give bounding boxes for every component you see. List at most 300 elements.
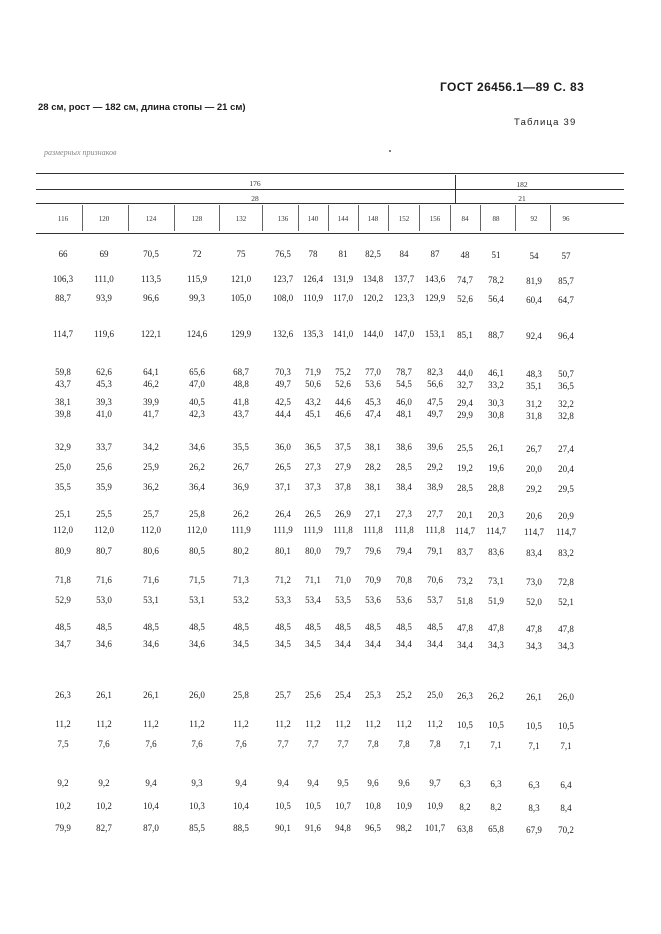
table-cell: 8,2	[490, 802, 502, 813]
table-cell: 79,4	[396, 546, 412, 556]
table-cell: 32,8	[558, 411, 574, 422]
table-cell: 7,8	[429, 739, 441, 749]
table-cell: 53,6	[365, 379, 381, 389]
table-cell: 30,8	[488, 410, 504, 421]
table-cell: 25,1	[55, 509, 71, 519]
table-cell: 65,8	[488, 824, 504, 835]
table-cell: 10,5	[457, 719, 473, 730]
table-cell: 47,4	[365, 409, 381, 419]
table-cell: 38,1	[365, 482, 381, 492]
table-cell: 28,5	[457, 482, 473, 493]
table-cell: 66	[58, 249, 68, 259]
table-cell: 48,8	[233, 379, 249, 389]
table-cell: 110,9	[303, 293, 323, 303]
table-cell: 48,5	[143, 622, 159, 632]
table-cell: 53,3	[275, 595, 291, 605]
table-cell: 39,9	[143, 397, 159, 407]
table-cell: 34,4	[396, 639, 412, 649]
table-cell: 10,3	[189, 801, 205, 811]
table-cell: 80,2	[233, 546, 249, 556]
table-cell: 37,8	[335, 482, 351, 492]
table-row	[0, 481, 661, 493]
document-title: ГОСТ 26456.1—89 С. 83	[440, 80, 585, 94]
table-cell: 73,2	[457, 575, 473, 586]
table-cell: 36,5	[558, 381, 574, 392]
table-cell: 7,7	[337, 739, 349, 749]
table-cell: 33,7	[96, 442, 112, 452]
table-cell: 114,7	[486, 526, 506, 537]
table-cell: 7,1	[560, 741, 572, 752]
group-foot-21: 21	[518, 194, 526, 203]
table-cell: 85,1	[457, 329, 473, 340]
table-cell: 80,0	[305, 546, 321, 556]
table-cell: 131,9	[332, 274, 354, 284]
table-cell: 73,0	[526, 576, 542, 587]
table-cell: 38,4	[396, 482, 412, 492]
table-cell: 20,9	[558, 511, 574, 522]
table-cell: 32,7	[457, 379, 473, 390]
table-cell: 53,7	[427, 595, 443, 605]
table-cell: 37,5	[335, 442, 351, 452]
table-cell: 114,7	[524, 526, 544, 537]
column-header: 124	[145, 215, 157, 223]
table-cell: 8,4	[560, 803, 572, 814]
table-cell: 11,2	[233, 719, 249, 729]
column-header: 152	[398, 215, 410, 223]
table-cell: 35,1	[526, 380, 542, 391]
table-cell: 10,5	[526, 720, 542, 731]
table-cell: 84	[399, 249, 409, 259]
table-cell: 122,1	[140, 329, 162, 339]
table-cell: 111,8	[394, 525, 414, 535]
table-cell: 124,6	[186, 329, 208, 339]
table-cell: 29,5	[558, 484, 574, 495]
table-cell: 36,5	[305, 442, 321, 452]
table-cell: 94,8	[335, 823, 351, 833]
table-cell: 53,6	[365, 595, 381, 605]
table-cell: 39,6	[427, 442, 443, 452]
table-cell: 126,4	[302, 274, 324, 284]
table-cell: 49,7	[427, 409, 443, 419]
table-cell: 101,7	[424, 823, 446, 833]
table-cell: 39,3	[96, 397, 112, 407]
table-cell: 52,6	[335, 379, 351, 389]
table-cell: 70,3	[275, 367, 291, 377]
table-cell: 48,5	[365, 622, 381, 632]
table-cell: 37,1	[275, 482, 291, 492]
table-cell: 114,7	[455, 525, 475, 536]
table-cell: 82,7	[96, 823, 112, 833]
table-cell: 46,0	[396, 397, 412, 407]
table-cell: 73,1	[488, 576, 504, 587]
table-cell: 48,5	[305, 622, 321, 632]
table-cell: 26,7	[233, 462, 249, 472]
table-cell: 41,0	[96, 409, 112, 419]
table-cell: 25,2	[396, 690, 412, 700]
table-cell: 77,0	[365, 367, 381, 377]
table-cell: 105,0	[230, 293, 252, 303]
table-cell: 92,4	[526, 330, 542, 341]
table-cell: 34,4	[335, 639, 351, 649]
table-cell: 35,9	[96, 482, 112, 492]
table-cell: 80,9	[55, 546, 71, 556]
table-cell: 70,8	[396, 575, 412, 585]
table-row	[0, 545, 661, 557]
table-cell: 108,0	[272, 293, 294, 303]
table-cell: 53,5	[335, 595, 351, 605]
table-cell: 10,2	[96, 801, 112, 811]
table-cell: 26,2	[233, 509, 249, 519]
table-cell: 98,2	[396, 823, 412, 833]
table-cell: 88,7	[488, 330, 504, 341]
table-cell: 53,0	[96, 595, 112, 605]
table-cell: 56,4	[488, 294, 504, 305]
table-cell: 113,5	[141, 274, 161, 284]
table-cell: 25,5	[96, 509, 112, 519]
table-cell: 34,6	[143, 639, 159, 649]
table-cell: 9,5	[337, 778, 349, 788]
table-cell: 20,0	[526, 463, 542, 474]
table-cell: 62,6	[96, 367, 112, 377]
table-cell: 83,7	[457, 546, 473, 557]
table-cell: 10,8	[365, 801, 381, 811]
table-cell: 56,6	[427, 379, 443, 389]
column-header: 88	[492, 215, 500, 223]
table-cell: 96,6	[143, 293, 159, 303]
table-cell: 53,2	[233, 595, 249, 605]
table-cell: 120,2	[362, 293, 384, 303]
table-row	[0, 800, 661, 812]
table-cell: 70,9	[365, 575, 381, 585]
table-cell: 42,3	[189, 409, 205, 419]
table-cell: 7,1	[528, 740, 540, 751]
table-cell: 80,7	[96, 546, 112, 556]
table-cell: 78	[308, 249, 318, 259]
table-cell: 28,2	[365, 462, 381, 472]
table-cell: 25,6	[96, 462, 112, 472]
table-cell: 29,4	[457, 397, 473, 408]
table-cell: 42,5	[275, 397, 291, 407]
table-cell: 11,2	[427, 719, 443, 729]
table-cell: 53,4	[305, 595, 321, 605]
table-cell: 34,4	[365, 639, 381, 649]
table-cell: 29,9	[457, 409, 473, 420]
table-cell: 82,3	[427, 367, 443, 377]
table-cell: 25,6	[305, 690, 321, 700]
table-cell: 47,0	[189, 379, 205, 389]
table-cell: 9,4	[307, 778, 319, 788]
table-cell: 52,1	[558, 597, 574, 608]
table-row	[0, 408, 661, 420]
table-cell: 7,8	[398, 739, 410, 749]
table-cell: 54,5	[396, 379, 412, 389]
table-row	[0, 638, 661, 650]
table-cell: 7,8	[367, 739, 379, 749]
table-cell: 11,2	[335, 719, 351, 729]
table-cell: 75	[236, 249, 246, 259]
table-cell: 32,2	[558, 399, 574, 410]
table-cell: 71,1	[305, 575, 321, 585]
table-cell: 10,4	[143, 801, 159, 811]
table-cell: 143,6	[424, 274, 446, 284]
table-cell: 11,2	[305, 719, 321, 729]
table-cell: 34,4	[427, 639, 443, 649]
column-header: 156	[429, 215, 441, 223]
table-cell: 10,7	[335, 801, 351, 811]
table-cell: 43,7	[233, 409, 249, 419]
table-cell: 134,8	[362, 274, 384, 284]
table-cell: 34,6	[189, 442, 205, 452]
table-cell: 123,7	[272, 274, 294, 284]
table-cell: 72,8	[558, 577, 574, 588]
table-cell: 26,4	[275, 509, 291, 519]
table-row	[0, 508, 661, 520]
table-cell: 144,0	[362, 329, 384, 339]
table-cell: 19,6	[488, 463, 504, 474]
table-cell: 38,1	[365, 442, 381, 452]
table-row	[0, 273, 661, 285]
table-cell: 7,1	[459, 739, 471, 750]
table-cell: 27,4	[558, 444, 574, 455]
table-cell: 8,3	[528, 802, 540, 813]
table-cell: 9,3	[191, 778, 203, 788]
table-cell: 123,3	[393, 293, 415, 303]
table-cell: 11,2	[96, 719, 112, 729]
table-cell: 80,1	[275, 546, 291, 556]
table-cell: 81,9	[526, 275, 542, 286]
table-cell: 82,5	[365, 249, 381, 259]
table-cell: 87,0	[143, 823, 159, 833]
table-cell: 26,3	[457, 690, 473, 701]
table-cell: 79,1	[427, 546, 443, 556]
table-cell: 48,5	[233, 622, 249, 632]
table-cell: 25,7	[143, 509, 159, 519]
table-cell: 40,5	[189, 397, 205, 407]
table-cell: 25,8	[233, 690, 249, 700]
table-cell: 26,1	[488, 443, 504, 454]
table-cell: 83,4	[526, 547, 542, 558]
table-cell: 11,2	[396, 719, 412, 729]
table-cell: 57	[561, 251, 571, 262]
table-cell: 8,2	[459, 801, 471, 812]
table-row	[0, 441, 661, 453]
table-cell: 7,6	[98, 739, 110, 749]
table-cell: 47,5	[427, 397, 443, 407]
table-row	[0, 366, 661, 378]
column-header: 120	[98, 215, 110, 223]
table-cell: 52,6	[457, 293, 473, 304]
table-cell: 114,7	[556, 527, 576, 538]
table-cell: 7,1	[490, 740, 502, 751]
table-cell: 9,7	[429, 778, 441, 788]
table-cell: 29,2	[427, 462, 443, 472]
table-cell: 27,3	[396, 509, 412, 519]
table-cell: 117,0	[333, 293, 353, 303]
table-cell: 52,0	[526, 596, 542, 607]
table-cell: 10,5	[275, 801, 291, 811]
table-cell: 44,4	[275, 409, 291, 419]
table-cell: 25,7	[275, 690, 291, 700]
table-row	[0, 822, 661, 834]
table-cell: 60,4	[526, 294, 542, 305]
table-cell: 34,3	[526, 640, 542, 651]
column-header: 144	[337, 215, 349, 223]
table-cell: 46,2	[143, 379, 159, 389]
table-cell: 20,3	[488, 510, 504, 521]
table-cell: 9,4	[277, 778, 289, 788]
table-cell: 112,0	[53, 525, 73, 535]
table-cell: 69	[99, 249, 109, 259]
table-cell: 6,3	[528, 779, 540, 790]
table-cell: 7,6	[145, 739, 157, 749]
table-cell: 9,2	[98, 778, 110, 788]
table-cell: 34,5	[305, 639, 321, 649]
faint-header-label: размерных признаков	[44, 148, 117, 157]
table-cell: 30,3	[488, 398, 504, 409]
table-cell: 26,0	[558, 692, 574, 703]
table-cell: 31,8	[526, 410, 542, 421]
table-cell: 26,5	[305, 509, 321, 519]
table-cell: 64,1	[143, 367, 159, 377]
table-cell: 27,7	[427, 509, 443, 519]
table-cell: 26,0	[189, 690, 205, 700]
table-cell: 34,6	[96, 639, 112, 649]
table-row	[0, 574, 661, 586]
table-cell: 7,7	[277, 739, 289, 749]
table-row	[0, 718, 661, 730]
table-cell: 71,6	[143, 575, 159, 585]
table-cell: 59,8	[55, 367, 71, 377]
table-cell: 75,2	[335, 367, 351, 377]
table-cell: 111,8	[363, 525, 383, 535]
table-cell: 85,7	[558, 276, 574, 287]
table-cell: 35,5	[233, 442, 249, 452]
table-cell: 88,7	[55, 293, 71, 303]
table-cell: 81	[338, 249, 348, 259]
table-cell: 41,8	[233, 397, 249, 407]
table-cell: 41,7	[143, 409, 159, 419]
table-cell: 68,7	[233, 367, 249, 377]
table-cell: 112,0	[141, 525, 161, 535]
table-cell: 10,5	[558, 721, 574, 732]
table-cell: 11,2	[365, 719, 381, 729]
table-cell: 45,3	[96, 379, 112, 389]
table-cell: 70,2	[558, 825, 574, 836]
table-cell: 93,9	[96, 293, 112, 303]
table-cell: 7,6	[191, 739, 203, 749]
table-cell: 112,0	[94, 525, 114, 535]
table-cell: 71,8	[55, 575, 71, 585]
table-cell: 71,6	[96, 575, 112, 585]
table-cell: 28,5	[396, 462, 412, 472]
table-cell: 141,0	[332, 329, 354, 339]
table-cell: 99,3	[189, 293, 205, 303]
table-cell: 19,2	[457, 462, 473, 473]
table-cell: 78,7	[396, 367, 412, 377]
table-cell: 65,6	[189, 367, 205, 377]
table-cell: 11,2	[55, 719, 71, 729]
table-cell: 7,7	[307, 739, 319, 749]
table-cell: 49,7	[275, 379, 291, 389]
table-cell: 111,0	[94, 274, 114, 284]
table-cell: 111,9	[231, 525, 251, 535]
table-cell: 71,9	[305, 367, 321, 377]
table-cell: 45,1	[305, 409, 321, 419]
table-cell: 34,5	[233, 639, 249, 649]
table-row	[0, 248, 661, 260]
table-cell: 38,6	[396, 442, 412, 452]
table-cell: 76,5	[275, 249, 291, 259]
table-cell: 31,2	[526, 398, 542, 409]
column-header: 136	[277, 215, 289, 223]
table-cell: 43,2	[305, 397, 321, 407]
group-height-182: 182	[516, 180, 528, 189]
table-cell: 25,9	[143, 462, 159, 472]
table-cell: 26,3	[55, 690, 71, 700]
table-row	[0, 292, 661, 304]
table-cell: 34,3	[558, 641, 574, 652]
group-foot-28: 28	[251, 194, 259, 203]
table-cell: 88,5	[233, 823, 249, 833]
table-cell: 53,1	[143, 595, 159, 605]
table-cell: 67,9	[526, 824, 542, 835]
table-cell: 11,2	[275, 719, 291, 729]
table-row	[0, 328, 661, 340]
table-cell: 44,6	[335, 397, 351, 407]
table-cell: 83,6	[488, 547, 504, 558]
table-cell: 26,5	[275, 462, 291, 472]
table-cell: 9,4	[145, 778, 157, 788]
table-cell: 153,1	[424, 329, 446, 339]
table-cell: 26,7	[526, 443, 542, 454]
table-cell: 48,5	[275, 622, 291, 632]
table-cell: 72	[192, 249, 202, 259]
table-cell: 111,8	[333, 525, 353, 535]
table-cell: 26,1	[526, 691, 542, 702]
table-cell: 78,2	[488, 275, 504, 286]
table-row	[0, 594, 661, 606]
table-cell: 25,3	[365, 690, 381, 700]
table-cell: 53,1	[189, 595, 205, 605]
table-cell: 112,0	[187, 525, 207, 535]
table-cell: 63,8	[457, 823, 473, 834]
table-cell: 11,2	[189, 719, 205, 729]
table-row	[0, 689, 661, 701]
column-header: 128	[191, 215, 203, 223]
column-header: 96	[562, 215, 570, 223]
table-cell: 10,5	[305, 801, 321, 811]
table-cell: 48	[460, 249, 470, 260]
table-cell: 20,4	[558, 464, 574, 475]
table-cell: 74,7	[457, 274, 473, 285]
table-cell: 25,8	[189, 509, 205, 519]
table-cell: 9,6	[367, 778, 379, 788]
table-cell: 85,5	[189, 823, 205, 833]
table-cell: 7,5	[57, 739, 69, 749]
column-header: 140	[307, 215, 319, 223]
column-header: 84	[461, 215, 469, 223]
table-cell: 10,9	[427, 801, 443, 811]
table-cell: 10,2	[55, 801, 71, 811]
table-cell: 46,1	[488, 368, 504, 379]
table-cell: 26,2	[189, 462, 205, 472]
table-cell: 70,5	[143, 249, 159, 259]
column-header: 116	[57, 215, 69, 223]
table-cell: 79,7	[335, 546, 351, 556]
table-cell: 10,9	[396, 801, 412, 811]
table-cell: 6,3	[490, 779, 502, 790]
table-cell: 25,4	[335, 690, 351, 700]
